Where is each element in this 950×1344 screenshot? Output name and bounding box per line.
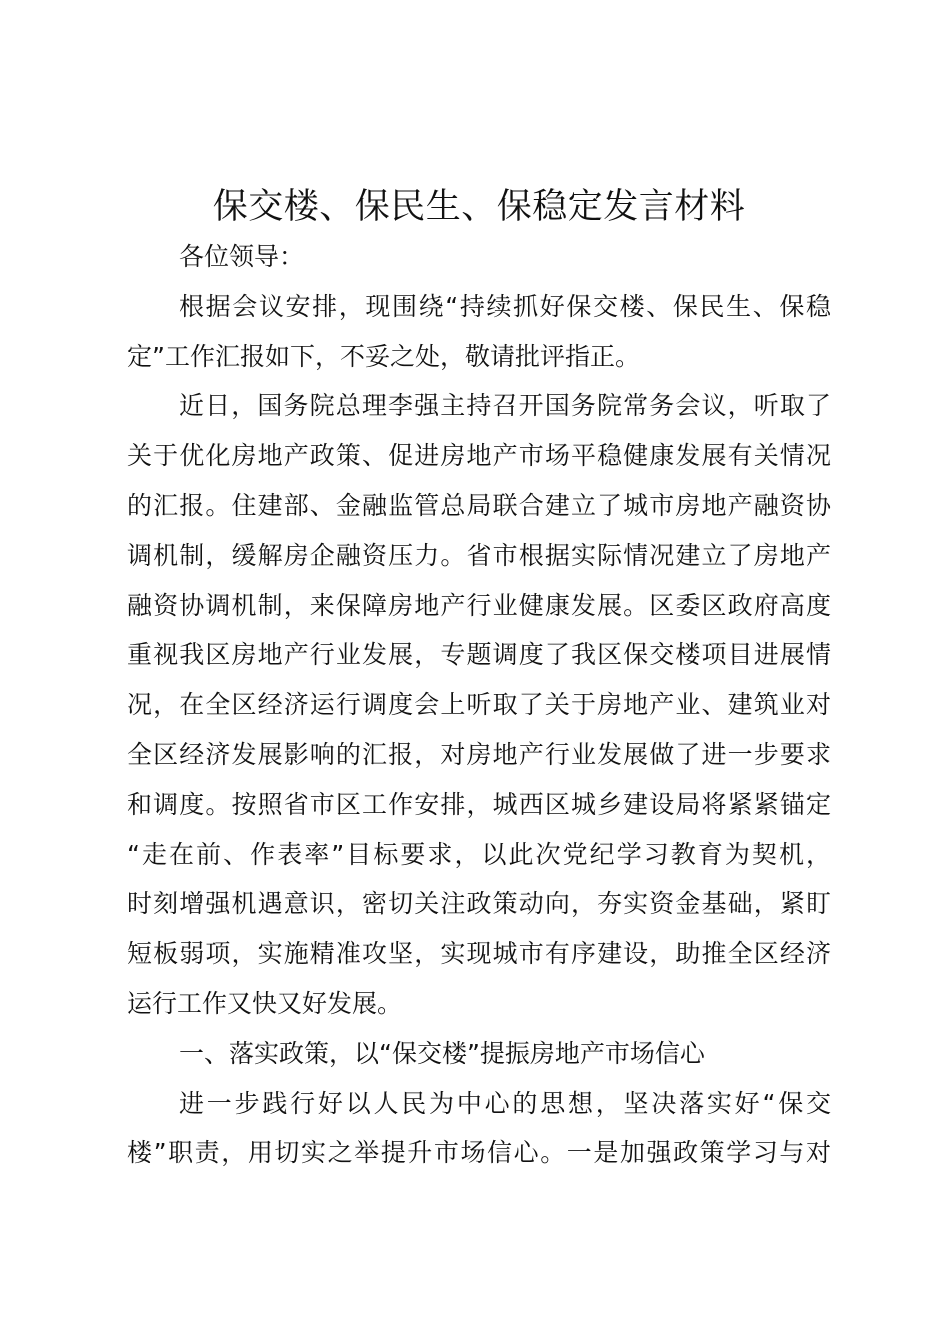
paragraph-2 <box>127 381 831 1028</box>
document-title: 保交楼、保民生、保稳定发言材料 <box>212 187 746 227</box>
paragraph-line: 全区经济发展影响的汇报，对房地产行业发展做了进一步要求 <box>127 739 831 769</box>
paragraph-line: 时刻增强机遇意识，密切关注政策动向，夯实资金基础，紧盯 <box>127 889 831 919</box>
paragraph-line: 短板弱项，实施精准攻坚，实现城市有序建设，助推全区经济 <box>127 939 831 969</box>
paragraph-line: 根据会议安排，现围绕“持续抓好保交楼、保民生、保稳 <box>179 291 831 321</box>
paragraph-line: 运行工作又快又好发展。 <box>127 988 403 1018</box>
section-heading <box>127 1029 831 1079</box>
section-paragraph <box>127 1079 831 1179</box>
paragraph-line: 定”工作汇报如下，不妥之处，敬请批评指正。 <box>127 341 640 371</box>
paragraph-line: 和调度。按照省市区工作安排，城西区城乡建设局将紧紧锚定 <box>127 789 831 819</box>
paragraph-line: 况，在全区经济运行调度会上听取了关于房地产业、建筑业对 <box>127 690 831 720</box>
document-body <box>127 232 831 1178</box>
paragraph-line: 关于优化房地产政策、促进房地产市场平稳健康发展有关情况 <box>127 441 831 471</box>
paragraph-line: 进一步践行好以人民为中心的思想，坚决落实好“保交 <box>179 1088 831 1118</box>
section-heading-line: 一、落实政策，以“保交楼”提振房地产市场信心 <box>179 1038 705 1068</box>
paragraph-line: “走在前、作表率”目标要求，以此次党纪学习教育为契机， <box>127 839 831 869</box>
paragraph-line: 融资协调机制，来保障房地产行业健康发展。区委区政府高度 <box>127 590 831 620</box>
paragraph-line: 楼”职责，用切实之举提升市场信心。一是加强政策学习与对 <box>127 1138 831 1168</box>
paragraph-line: 的汇报。住建部、金融监管总局联合建立了城市房地产融资协 <box>127 490 831 520</box>
paragraph-line: 重视我区房地产行业发展，专题调度了我区保交楼项目进展情 <box>127 640 831 670</box>
salutation-line: 各位领导： <box>179 242 305 271</box>
paragraph-line: 调机制，缓解房企融资压力。省市根据实际情况建立了房地产 <box>127 540 831 570</box>
salutation <box>127 232 831 282</box>
paragraph-line: 近日，国务院总理李强主持召开国务院常务会议，听取了 <box>179 391 831 421</box>
paragraph-1 <box>127 282 831 382</box>
